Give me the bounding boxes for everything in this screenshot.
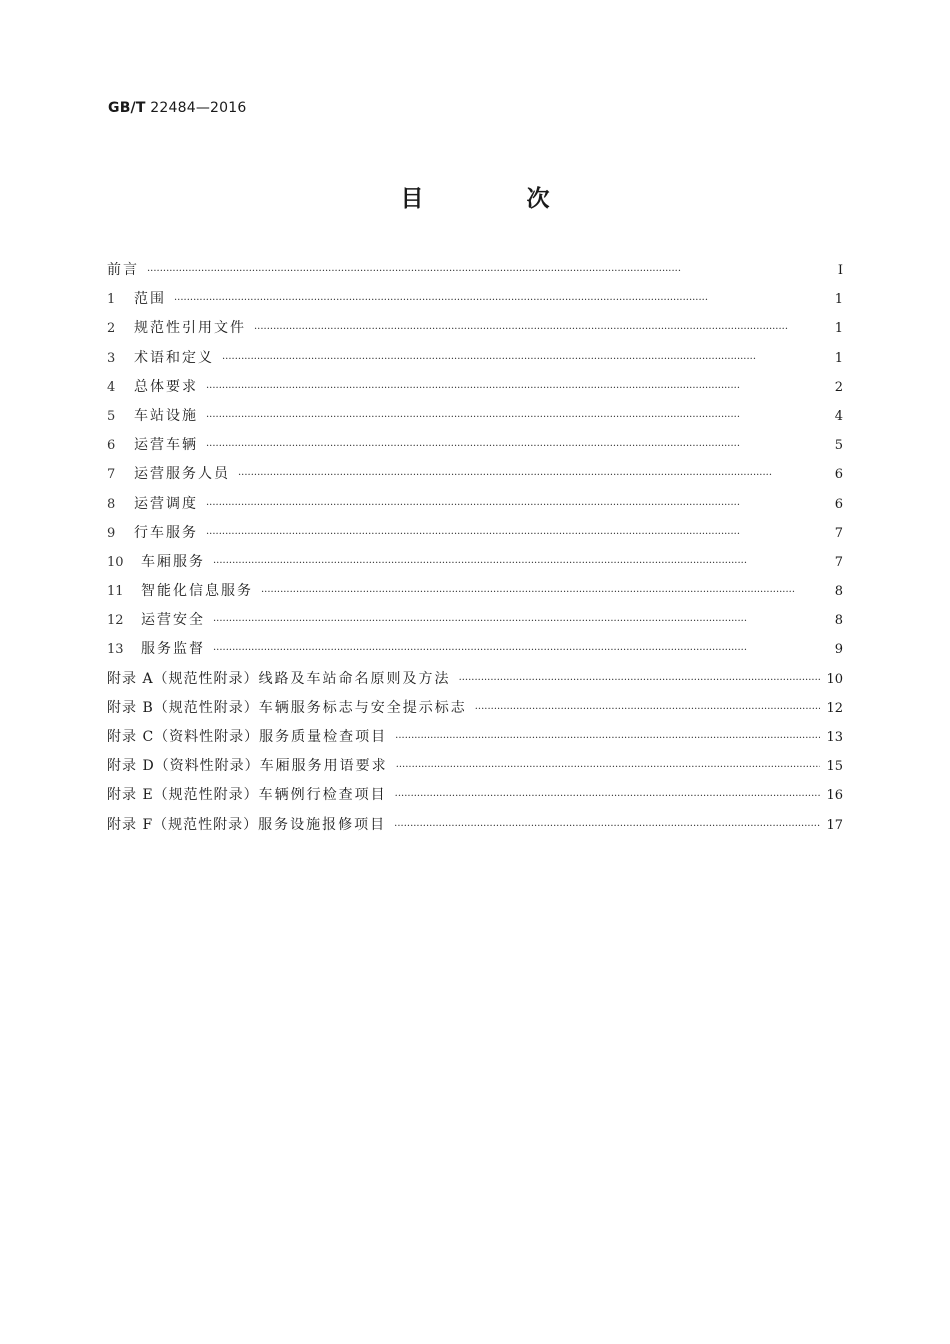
appendix-tag: 附录 F（规范性附录） <box>107 816 259 833</box>
toc-entry-label: 车厢服务 <box>141 553 205 570</box>
toc-entry-label: 车辆例行检查项目 <box>258 787 387 804</box>
toc-entry-label: 车站设施 <box>134 407 198 424</box>
dot-leader <box>238 461 825 490</box>
appendix-tag: 附录 B（规范性附录） <box>107 699 259 716</box>
toc-entry-section[interactable] <box>107 402 843 431</box>
toc-entry-number: 1 <box>107 292 116 308</box>
toc-entry-label: 运营安全 <box>141 612 205 629</box>
toc-entry-section[interactable] <box>107 635 843 664</box>
toc-entry-page: 16 <box>826 788 843 804</box>
toc-entry-page: 4 <box>834 408 843 424</box>
toc-entry-page: 17 <box>826 817 843 833</box>
dot-leader <box>206 432 825 461</box>
dot-leader <box>206 491 825 520</box>
toc-entry-page: 6 <box>834 496 843 512</box>
appendix-tag: 附录 A（规范性附录） <box>107 670 259 687</box>
toc-entry-number: 3 <box>107 350 116 366</box>
toc-entry-label: 线路及车站命名原则及方法 <box>258 670 451 687</box>
toc-entry-number: 10 <box>107 554 124 570</box>
toc-entry-label: 术语和定义 <box>134 349 214 366</box>
toc-entry-number: 5 <box>107 408 116 424</box>
toc-entry-page: 8 <box>834 613 843 629</box>
toc-entry-preface[interactable] <box>107 256 843 285</box>
toc-entry-appendix[interactable] <box>107 723 843 752</box>
toc-entry-appendix[interactable] <box>107 781 843 810</box>
appendix-tag: 附录 D（资料性附录） <box>107 758 260 775</box>
page-title: 目 次 <box>400 186 590 212</box>
toc-entry-page: 5 <box>834 438 843 454</box>
appendix-tag: 附录 E（规范性附录） <box>107 787 259 804</box>
toc-entry-number: 7 <box>107 467 116 483</box>
dot-leader <box>475 695 821 724</box>
toc-entry-page: 7 <box>834 554 843 570</box>
dot-leader <box>174 286 825 315</box>
toc-entry-page: 2 <box>834 379 843 395</box>
toc-entry-label: 运营调度 <box>134 495 198 512</box>
toc-entry-page: 15 <box>826 759 843 775</box>
toc-entry-number: 6 <box>107 438 116 454</box>
dot-leader <box>396 753 821 782</box>
appendix-tag: 附录 C（资料性附录） <box>107 729 260 745</box>
dot-leader <box>213 636 825 665</box>
toc-entry-section[interactable] <box>107 344 843 373</box>
toc-entry-label: 规范性引用文件 <box>134 320 246 337</box>
toc-entry-section[interactable] <box>107 490 843 519</box>
toc-entry-section[interactable] <box>107 431 843 460</box>
toc-entry-section[interactable] <box>107 606 843 635</box>
toc-entry-section[interactable] <box>107 285 843 314</box>
toc-entry-label: 运营服务人员 <box>134 466 230 483</box>
toc-entry-number: 11 <box>107 584 124 600</box>
toc-entry-label: 车辆服务标志与安全提示标志 <box>258 699 467 716</box>
dot-leader <box>213 607 825 636</box>
toc-entry-label: 范围 <box>134 291 166 308</box>
dot-leader <box>206 403 825 432</box>
standard-number: 22484—2016 <box>150 100 247 116</box>
toc-entry-number: 9 <box>107 525 116 541</box>
toc-entry-number: 12 <box>107 613 124 629</box>
toc-entry-label: 前言 <box>107 262 139 278</box>
dot-leader <box>147 257 825 286</box>
toc-entry-label: 服务质量检查项目 <box>259 729 388 745</box>
toc-entry-appendix[interactable] <box>107 752 843 781</box>
toc-entry-page: 6 <box>834 467 843 483</box>
dot-leader <box>395 724 820 753</box>
toc-entry-page: 12 <box>826 700 843 716</box>
dot-leader <box>222 345 825 374</box>
dot-leader <box>206 374 825 403</box>
toc-entry-label: 运营车辆 <box>134 437 198 454</box>
toc-entry-section[interactable] <box>107 548 843 577</box>
dot-leader <box>254 315 825 344</box>
toc-entry-page: Ⅰ <box>837 263 843 278</box>
toc-entry-appendix[interactable] <box>107 811 843 840</box>
dot-leader <box>395 782 821 811</box>
toc-entry-label: 服务监督 <box>141 641 205 658</box>
dot-leader <box>394 812 820 841</box>
toc-entry-page: 1 <box>834 292 843 308</box>
standard-code <box>108 100 246 116</box>
toc-entry-page: 1 <box>834 350 843 366</box>
toc-entry-label: 服务设施报修项目 <box>258 816 387 833</box>
toc-entry-page: 10 <box>826 671 843 687</box>
dot-leader <box>261 578 825 607</box>
toc-entry-page: 1 <box>834 321 843 337</box>
toc-entry-section[interactable] <box>107 373 843 402</box>
toc-entry-page: 8 <box>834 584 843 600</box>
toc-entry-label: 智能化信息服务 <box>141 583 253 600</box>
standard-prefix: GB/T <box>108 100 146 116</box>
toc-entry-page: 7 <box>834 525 843 541</box>
toc-entry-number: 2 <box>107 321 116 337</box>
toc-entry-section[interactable] <box>107 519 843 548</box>
toc-entry-section[interactable] <box>107 460 843 489</box>
toc-entry-label: 总体要求 <box>134 378 198 395</box>
toc-entry-appendix[interactable] <box>107 665 843 694</box>
toc-entry-section[interactable] <box>107 577 843 606</box>
toc-entry-number: 8 <box>107 496 116 512</box>
toc-entry-section[interactable] <box>107 314 843 343</box>
toc-entry-page: 9 <box>834 642 843 658</box>
toc-entry-number: 13 <box>107 642 124 658</box>
toc-entry-page: 13 <box>826 730 843 745</box>
toc-entry-appendix[interactable] <box>107 694 843 723</box>
toc-entry-number: 4 <box>107 379 116 395</box>
table-of-contents <box>107 256 843 840</box>
toc-entry-label: 行车服务 <box>134 524 198 541</box>
dot-leader <box>459 666 821 695</box>
dot-leader <box>213 549 825 578</box>
dot-leader <box>206 520 825 549</box>
toc-entry-label: 车厢服务用语要求 <box>259 758 388 775</box>
